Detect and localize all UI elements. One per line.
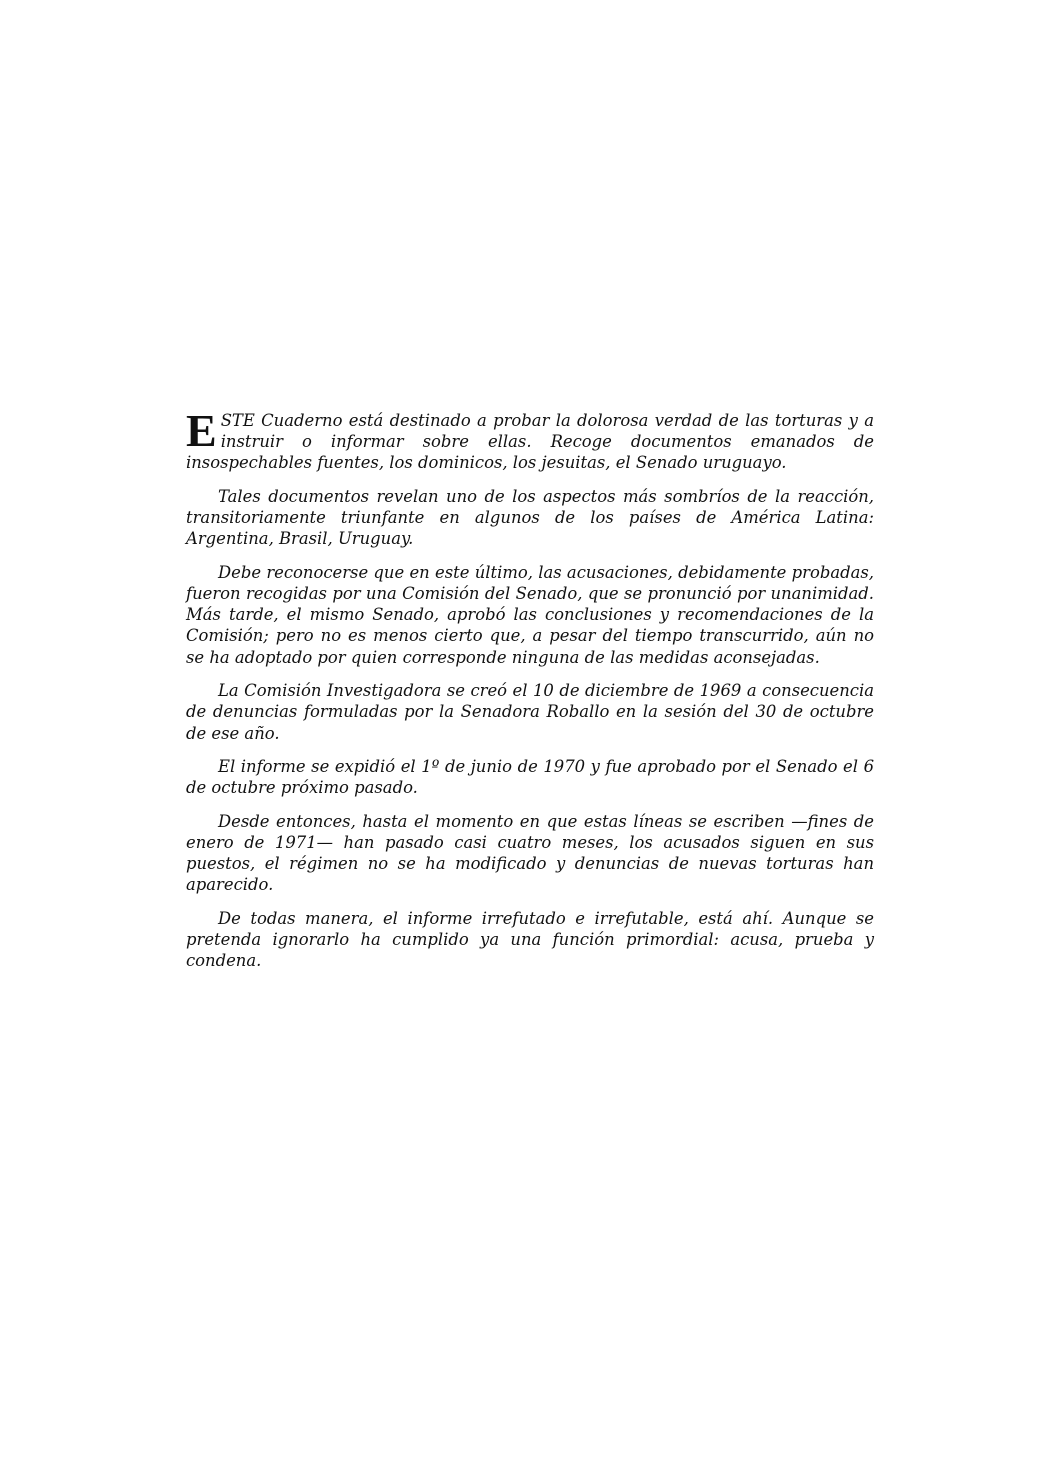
paragraph-1-text: STE Cuaderno está destinado a probar la dolorosa verdad de las torturas y a instruir o informar sobre ellas. Recoge documentos emanados de insospechables fuentes, los dominicos, los jesuitas, el Senado uruguayo. [186,411,874,473]
paragraph-5: El informe se expidió el 1º de junio de 1970 y fue aprobado por el Senado el 6 de octubre próximo pasado. [186,757,874,798]
paragraph-1 [186,405,874,474]
paragraph-6: Desde entonces, hasta el momento en que estas líneas se escriben —fines de enero de 1971— han pasado casi cuatro meses, los acusados siguen en sus puestos, el régimen no se ha modificado y denuncias de nuevas torturas han aparecido. [186,811,874,895]
paragraph-2: Tales documentos revelan uno de los aspectos más sombríos de la reacción, transitoriamente triunfante en algunos de los países de América Latina: Argentina, Brasil, Uruguay. [186,486,874,549]
body-text [186,405,874,984]
paragraph-7: De todas manera, el informe irrefutado e irrefutable, está ahí. Aunque se pretenda ignorarlo ha cumplido ya una función primordial: acusa, prueba y condena. [186,908,874,971]
paragraph-3: Debe reconocerse que en este último, las acusaciones, debidamente probadas, fueron recogidas por una Comisión del Senado, que se pronunció por unanimidad. Más tarde, el mismo Senado, aprobó las conclusiones y recomendaciones de la Comisión; pero no es menos cierto que, a pesar del tiempo transcurrido, aún no se ha adoptado por quien corresponde ninguna de las medidas aconsejadas. [186,562,874,667]
drop-cap: E [186,405,217,456]
paragraph-4: La Comisión Investigadora se creó el 10 de diciembre de 1969 a consecuencia de denuncias formuladas por la Senadora Roballo en la sesión del 30 de octubre de ese año. [186,681,874,743]
